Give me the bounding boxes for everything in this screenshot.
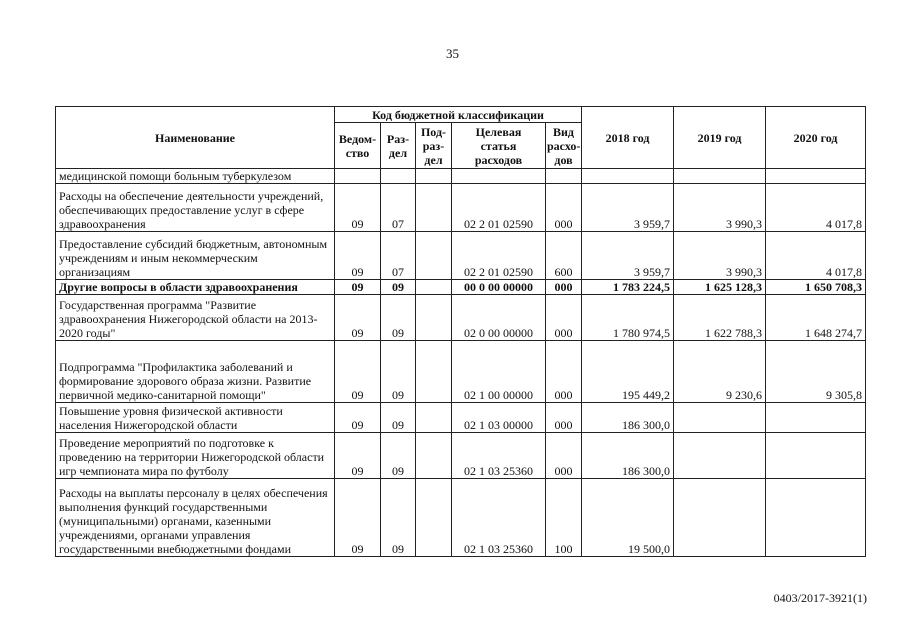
row-2020 xyxy=(766,479,866,557)
row-vid xyxy=(546,169,582,184)
table-row xyxy=(56,341,866,403)
table-row xyxy=(56,433,866,479)
row-vedomstvo: 09 xyxy=(335,295,381,341)
table-row xyxy=(56,295,866,341)
row-target: 02 1 00 00000 xyxy=(452,341,546,403)
document-code: 0403/2017-3921(1) xyxy=(773,591,867,605)
row-2019 xyxy=(674,433,766,479)
row-vid: 000 xyxy=(546,295,582,341)
row-target xyxy=(452,169,546,184)
header-2019: 2019 год xyxy=(674,107,766,169)
row-2020: 4 017,8 xyxy=(766,184,866,232)
row-name: медицинской помощи больным туберкулезом xyxy=(56,169,335,184)
row-podrazdel xyxy=(416,479,452,557)
row-2020: 1 648 274,7 xyxy=(766,295,866,341)
row-2020: 9 305,8 xyxy=(766,341,866,403)
row-razdel xyxy=(381,169,416,184)
row-podrazdel xyxy=(416,341,452,403)
row-2018 xyxy=(582,169,674,184)
table-row xyxy=(56,184,866,232)
row-razdel: 09 xyxy=(381,433,416,479)
table-row xyxy=(56,479,866,557)
row-vid: 000 xyxy=(546,433,582,479)
row-2019 xyxy=(674,403,766,433)
header-name: Наименование xyxy=(56,107,335,169)
header-vid: Вид расхо- дов xyxy=(547,124,581,167)
row-2018: 3 959,7 xyxy=(582,232,674,280)
row-podrazdel xyxy=(416,433,452,479)
row-name: Повышение уровня физической активности населения Нижегородской области xyxy=(56,403,335,433)
row-vid: 600 xyxy=(546,232,582,280)
row-razdel: 09 xyxy=(381,341,416,403)
row-2019: 3 990,3 xyxy=(674,232,766,280)
header-2020: 2020 год xyxy=(766,107,866,169)
row-razdel: 09 xyxy=(381,295,416,341)
row-podrazdel xyxy=(416,295,452,341)
row-podrazdel xyxy=(416,184,452,232)
row-vedomstvo: 09 xyxy=(335,184,381,232)
row-target: 02 0 00 00000 xyxy=(452,295,546,341)
row-2019: 9 230,6 xyxy=(674,341,766,403)
row-2018: 195 449,2 xyxy=(582,341,674,403)
row-2020: 4 017,8 xyxy=(766,232,866,280)
table-header xyxy=(56,107,866,169)
table-row xyxy=(56,169,866,184)
row-2020 xyxy=(766,403,866,433)
row-name: Расходы на выплаты персоналу в целях обеспечения выполнения функций государственными (муниципальными) органами, казенными учреждениями, органами управления государственными внебюджетными фондами xyxy=(56,479,335,557)
row-2018: 19 500,0 xyxy=(582,479,674,557)
table-body xyxy=(56,169,866,557)
row-target: 02 1 03 00000 xyxy=(452,403,546,433)
row-target: 00 0 00 00000 xyxy=(452,280,546,295)
row-name: Подпрограмма "Профилактика заболеваний и формирование здорового образа жизни. Развитие первичной медико-санитарной помощи" xyxy=(56,341,335,403)
row-2020 xyxy=(766,169,866,184)
row-podrazdel xyxy=(416,403,452,433)
row-vedomstvo: 09 xyxy=(335,433,381,479)
row-target: 02 2 01 02590 xyxy=(452,232,546,280)
header-2018: 2018 год xyxy=(582,107,674,169)
row-razdel: 09 xyxy=(381,479,416,557)
row-target: 02 1 03 25360 xyxy=(452,479,546,557)
row-2019: 1 625 128,3 xyxy=(674,280,766,295)
row-name: Проведение мероприятий по подготовке к проведению на территории Нижегородской области игр чемпионата мира по футболу xyxy=(56,433,335,479)
row-2020 xyxy=(766,433,866,479)
row-2018: 186 300,0 xyxy=(582,403,674,433)
row-2018: 1 783 224,5 xyxy=(582,280,674,295)
table-row xyxy=(56,280,866,295)
row-vid: 000 xyxy=(546,403,582,433)
row-razdel: 07 xyxy=(381,184,416,232)
row-2018: 1 780 974,5 xyxy=(582,295,674,341)
header-target: Целевая статья расходов xyxy=(452,123,546,169)
row-target: 02 2 01 02590 xyxy=(452,184,546,232)
row-2019 xyxy=(674,169,766,184)
row-razdel: 09 xyxy=(381,280,416,295)
row-razdel: 07 xyxy=(381,232,416,280)
row-2018: 3 959,7 xyxy=(582,184,674,232)
row-name: Государственная программа "Развитие здравоохранения Нижегородской области на 2013-2020 годы" xyxy=(56,295,335,341)
row-target: 02 1 03 25360 xyxy=(452,433,546,479)
row-vid: 000 xyxy=(546,341,582,403)
row-podrazdel xyxy=(416,169,452,184)
row-name: Расходы на обеспечение деятельности учреждений, обеспечивающих предоставление услуг в сфере здравоохранения xyxy=(56,184,335,232)
row-razdel: 09 xyxy=(381,403,416,433)
budget-table xyxy=(55,106,866,557)
row-2019: 3 990,3 xyxy=(674,184,766,232)
row-vedomstvo: 09 xyxy=(335,341,381,403)
header-budget-code: Код бюджетной классификации xyxy=(335,107,582,123)
row-2019 xyxy=(674,479,766,557)
table-row xyxy=(56,403,866,433)
row-2019: 1 622 788,3 xyxy=(674,295,766,341)
row-vid: 000 xyxy=(546,184,582,232)
row-name: Другие вопросы в области здравоохранения xyxy=(56,280,335,295)
header-vedomstvo: Ведом- ство xyxy=(335,123,381,169)
row-vedomstvo: 09 xyxy=(335,479,381,557)
row-2018: 186 300,0 xyxy=(582,433,674,479)
row-podrazdel xyxy=(416,232,452,280)
row-vedomstvo: 09 xyxy=(335,403,381,433)
row-name: Предоставление субсидий бюджетным, автономным учреждениям и иным некоммерческим организациям xyxy=(56,232,335,280)
header-podrazdel: Под- раз- дел xyxy=(416,123,452,169)
row-vid: 000 xyxy=(546,280,582,295)
row-vid: 100 xyxy=(546,479,582,557)
header-razdel: Раз- дел xyxy=(381,123,416,169)
page-number: 35 xyxy=(446,46,459,61)
row-2020: 1 650 708,3 xyxy=(766,280,866,295)
row-vedomstvo xyxy=(335,169,381,184)
table-row xyxy=(56,232,866,280)
row-vedomstvo: 09 xyxy=(335,280,381,295)
row-vedomstvo: 09 xyxy=(335,232,381,280)
row-podrazdel xyxy=(416,280,452,295)
